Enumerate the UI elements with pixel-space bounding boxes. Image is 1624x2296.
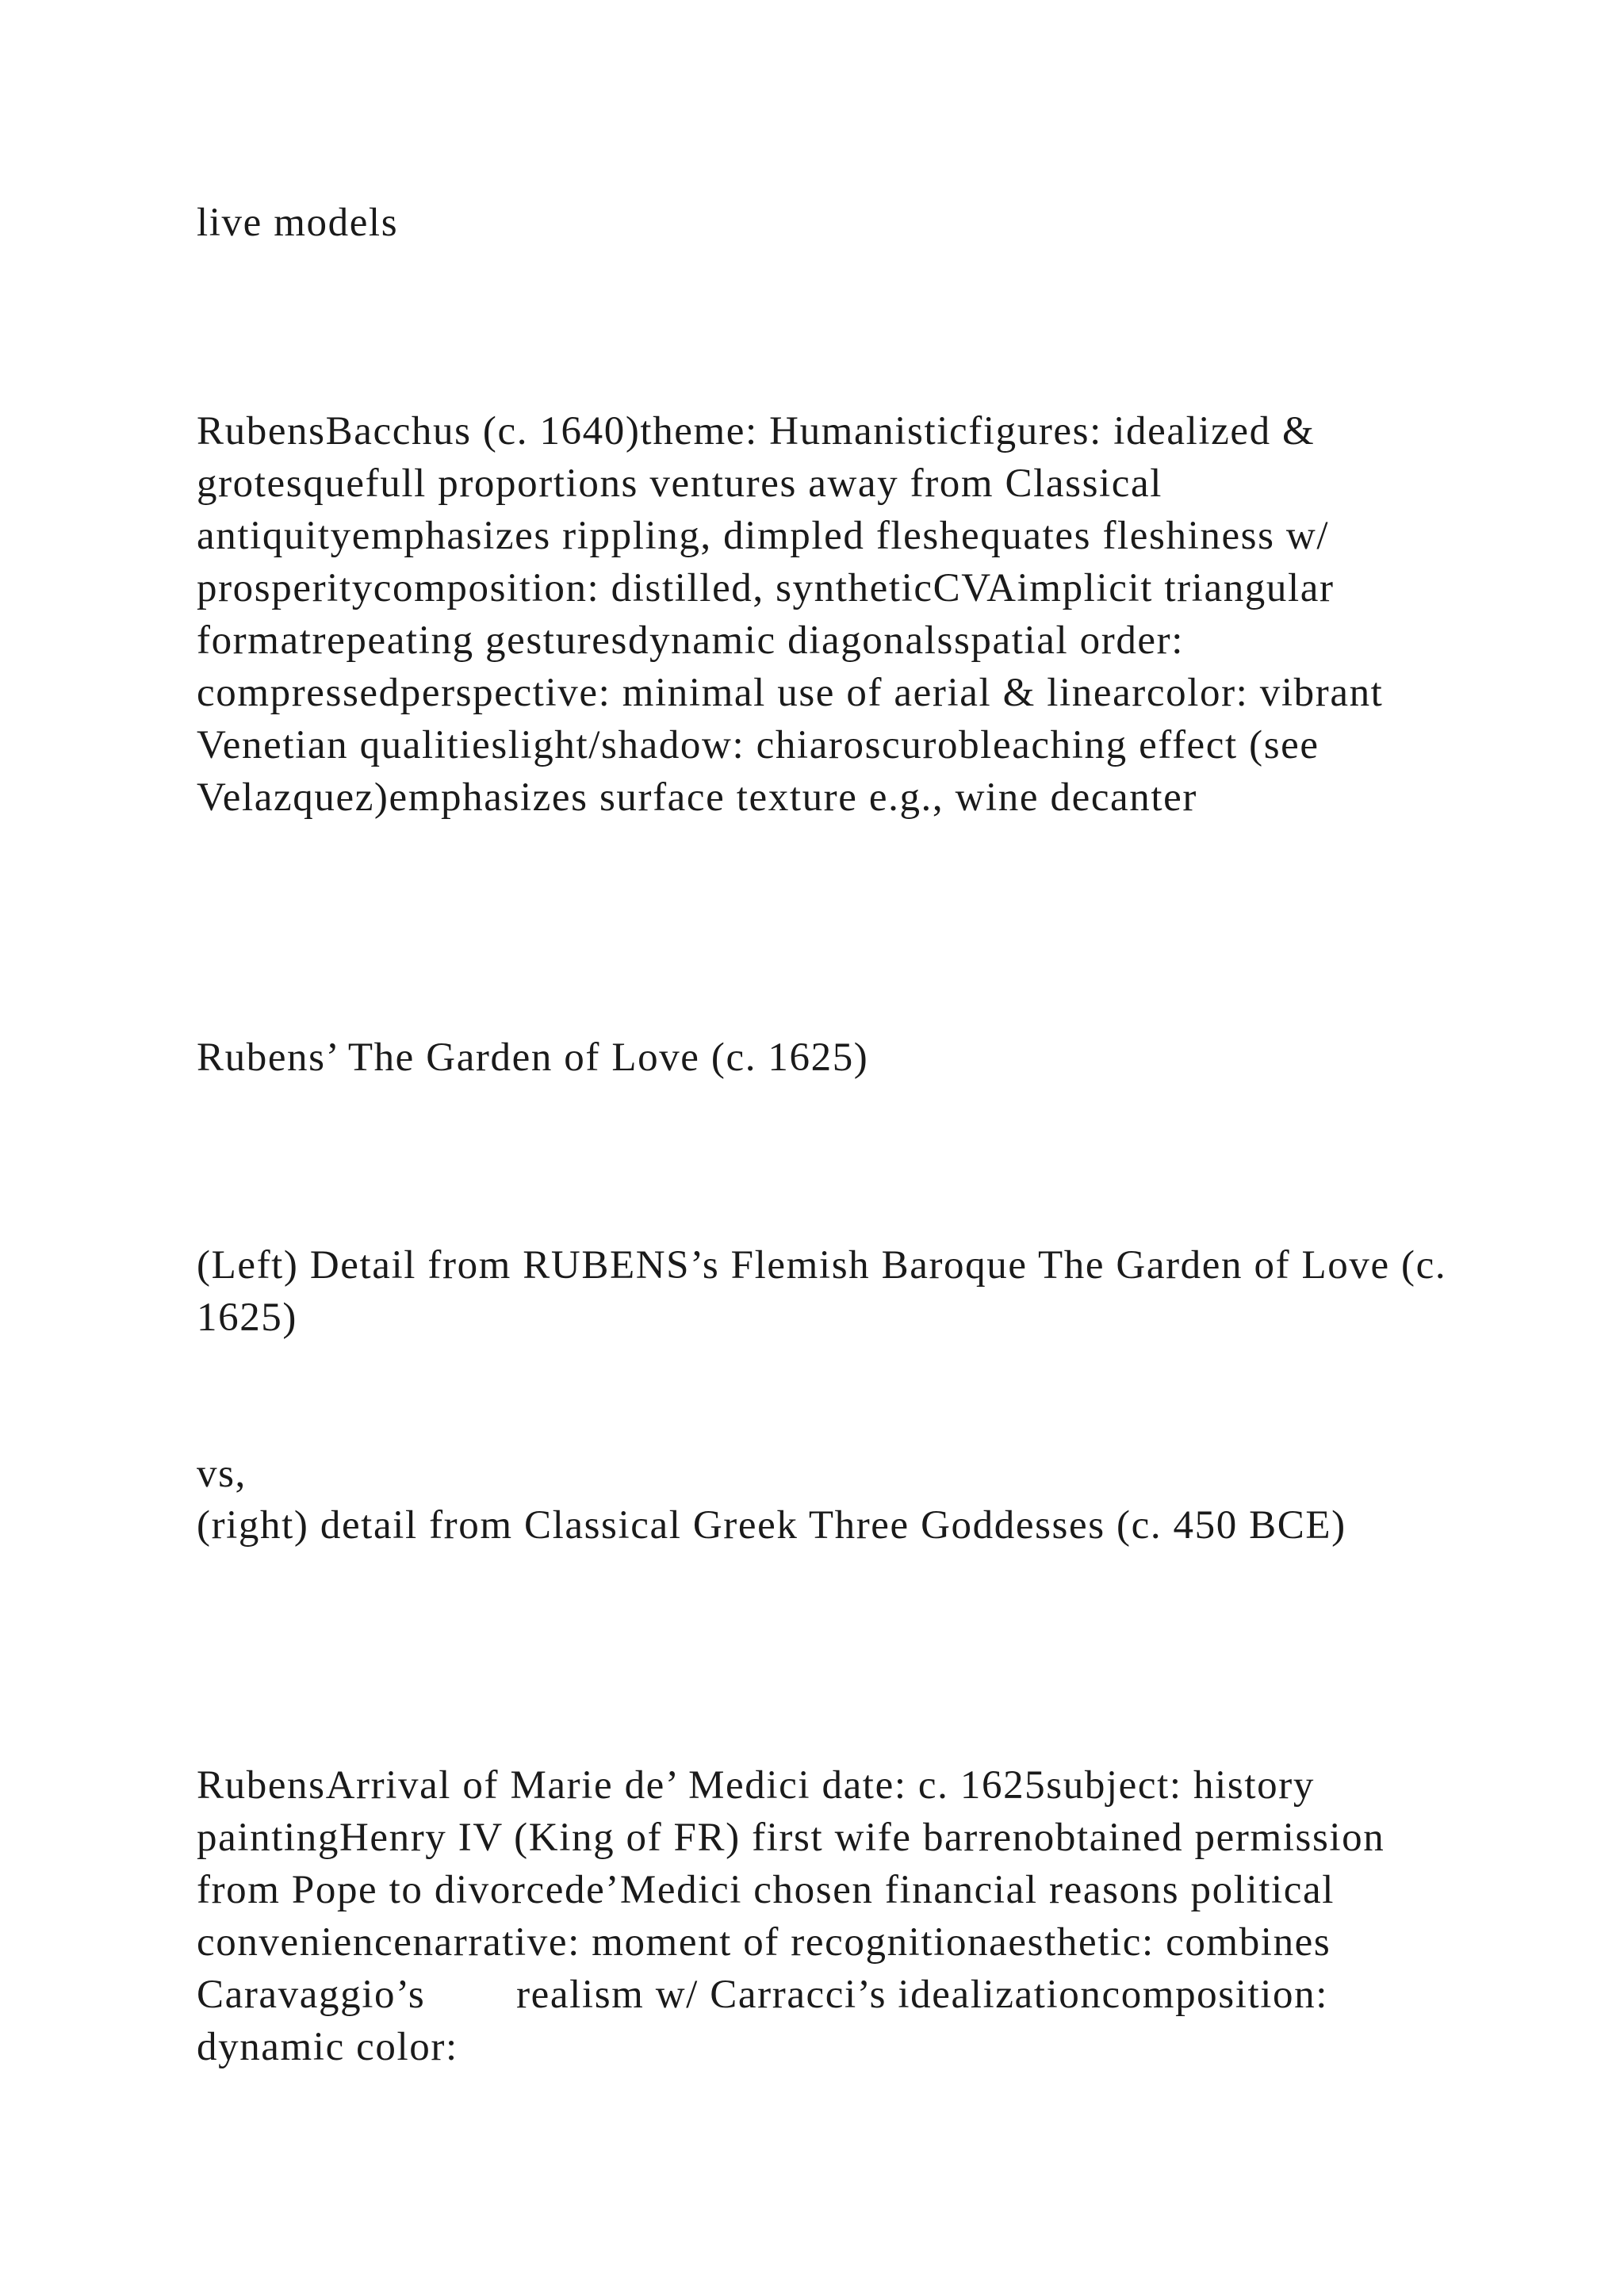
paragraph-rubens-bacchus: RubensBacchus (c. 1640)theme: Humanisticfigures: idealized & grotesquefull proportions ventures away from Classical antiquityemphasizes rippling, dimpled fleshequates fleshiness w/ prosperitycomposition: distilled, syntheticCVAimplicit triangular formatrepeating gesturesdynamic diagonalsspatial order: compressedperspective: minimal use of aerial & linearcolor: vibrant Venetian qualitieslight/shadow: chiaroscurobleaching effect (see Velazquez)emphasizes surface texture e.g., wine decanter bbox=[197, 409, 1394, 820]
paragraph-right-detail: (right) detail from Classical Greek Three Goddesses (c. 450 BCE) bbox=[197, 1503, 1346, 1548]
paragraph-garden-of-love: Rubens’ The Garden of Love (c. 1625) bbox=[197, 1035, 869, 1080]
paragraph-vs: vs, bbox=[197, 1452, 247, 1496]
paragraph-live-models: live models bbox=[197, 201, 399, 245]
paragraph-arrival-marie-de-medici: RubensArrival of Marie de’ Medici date: c. 1625subject: history paintingHenry IV (King of FR) first wife barrenobtained permission from Pope to divorcede’Medici chosen financial reasons political conveniencenarrative: moment of recognitionaesthetic: combines Caravaggio’s realism w/ Carracci’s idealizationcomposition: dynamic color: bbox=[197, 1763, 1396, 2069]
paragraph-left-detail: (Left) Detail from RUBENS’s Flemish Baroque The Garden of Love (c. 1625) bbox=[197, 1243, 1458, 1340]
